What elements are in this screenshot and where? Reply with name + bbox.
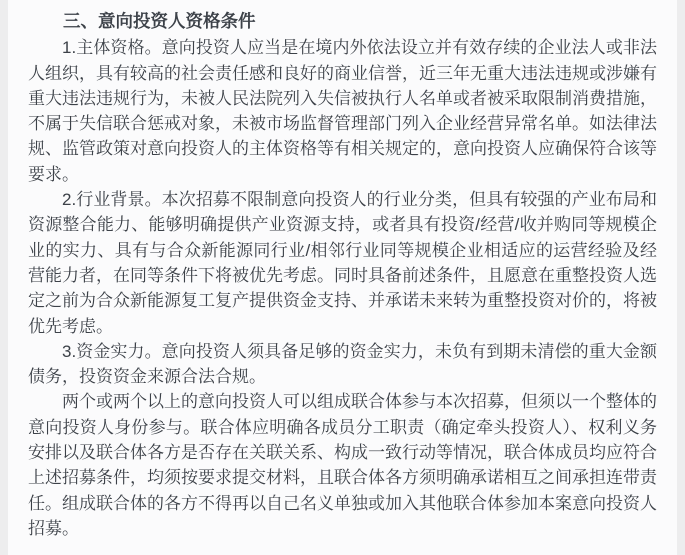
paragraph-industry-background: 2.行业背景。本次招募不限制意向投资人的行业分类，但具有较强的产业布局和资源整合能力、能够明确提供产业资源支持，或者具有投资/经营/收并购同等规模企业的实力、具有与合众新能源同行业/相邻行业同等规模企业相适应的运营经验及经营能力者，在同等条件下将被优先考虑。同时具备前述条件，且愿意在重整投资人选定之前为合众新能源复工复产提供资金支持、并承诺未来转为重整投资对价的，将被优先考虑。 — [28, 190, 657, 336]
document-page — [8, 0, 677, 555]
paragraph-consortium-rules: 两个或两个以上的意向投资人可以组成联合体参与本次招募，但须以一个整体的意向投资人身份参与。联合体应明确各成员分工职责（确定牵头投资人）、权利义务安排以及联合体各方是否存在关联关系、构成一致行动等情况，联合体成员均应符合上述招募条件，均须按要求提交材料，且联合体各方须明确承诺相互之间承担连带责任。组成联合体的各方不得再以自己名义单独或加入其他联合体参加本案意向投资人招募。 — [28, 392, 657, 538]
document-content — [28, 0, 657, 541]
paragraph-capital-strength: 3.资金实力。意向投资人须具备足够的资金实力，未负有到期未清偿的重大金额债务，投资资金来源合法合规。 — [28, 341, 657, 387]
section-heading: 三、意向投资人资格条件 — [63, 11, 256, 31]
paragraph-subject-qualification: 1.主体资格。意向投资人应当是在境内外依法设立并有效存续的企业法人或非法人组织，具有较高的社会责任感和良好的商业信誉，近三年无重大违法违规或涉嫌有重大违法违规行为，未被人民法院列入失信被执行人名单或者被采取限制消费措施，不属于失信联合惩戒对象，未被市场监督管理部门列入企业经营异常名单。如法律法规、监管政策对意向投资人的主体资格等有相关规定的，意向投资人应确保符合该等要求。 — [28, 38, 657, 184]
